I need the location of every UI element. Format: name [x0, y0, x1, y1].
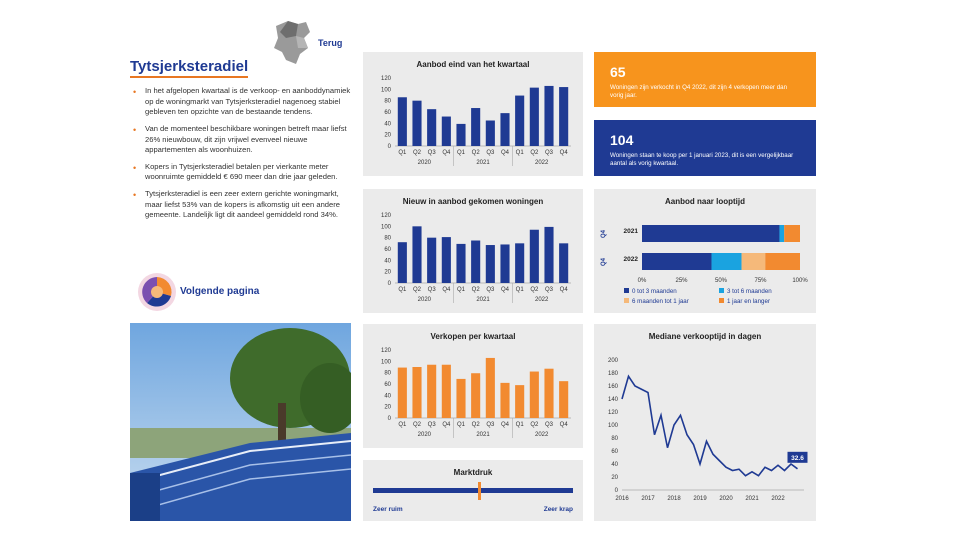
bar [398, 242, 407, 283]
chart-looptijd [594, 189, 816, 313]
x-tick-label: Q2 [471, 287, 480, 293]
bar [486, 358, 495, 418]
y-tick-label: 20 [384, 132, 391, 139]
y-tick-label: 120 [607, 410, 618, 416]
y-tick-label: 20 [384, 269, 391, 276]
x-tick-label: Q3 [486, 287, 495, 293]
x-tick-label: Q4 [500, 422, 510, 428]
x-group-label: 2022 [534, 297, 549, 303]
chart-title: Nieuw in aanbod gekomen woningen [402, 197, 544, 206]
y-tick-label: 140 [607, 397, 618, 403]
bar [456, 379, 465, 418]
x-group-label: 2021 [476, 160, 490, 166]
marktdruk-title: Marktdruk [453, 468, 493, 477]
x-tick-label: Q3 [544, 150, 554, 156]
x-tick-label: Q2 [530, 150, 539, 156]
x-tick-label: Q3 [544, 287, 554, 293]
stacked-bar-segment [712, 253, 742, 270]
bullet-item: • Van de momenteel beschikbare woningen betreft maar liefst 26% nieuwbouw, dit zijn vrijwel evenveel nieuwe appartementen als woonhuizen. [130, 124, 352, 156]
y-tick-label: 160 [607, 384, 618, 390]
category-label: 2022 [623, 256, 638, 263]
stacked-bar-segment [784, 225, 800, 242]
stacked-bar-segment [642, 225, 779, 242]
legend-swatch [624, 288, 629, 293]
y-tick-label: 0 [387, 416, 391, 422]
x-tick-label: Q1 [515, 422, 524, 428]
y-tick-label: 100 [607, 423, 618, 429]
x-tick-label: 2021 [745, 496, 759, 502]
x-tick-label: 75% [754, 278, 767, 284]
chart-title: Aanbod naar looptijd [665, 197, 745, 206]
summary-bullets [130, 86, 352, 227]
back-link[interactable]: Terug [318, 38, 343, 48]
stat-text: Woningen zijn verkocht in Q4 2022, dit zijn 4 verkopen meer dan vorig jaar. [610, 84, 788, 100]
bar [398, 368, 407, 418]
bar [456, 244, 465, 283]
stat-value: 65 [610, 64, 626, 80]
bar [486, 121, 495, 147]
y-tick-label: 40 [384, 393, 391, 400]
x-tick-label: Q2 [530, 287, 539, 293]
bar [559, 243, 568, 283]
marktdruk-panel [363, 460, 583, 521]
x-tick-label: Q3 [486, 150, 495, 156]
title-underline [130, 76, 248, 78]
x-tick-label: 2019 [693, 496, 707, 502]
bar [486, 245, 495, 283]
y-tick-label: 40 [384, 258, 391, 265]
bar [544, 86, 553, 146]
stacked-bar-segment [742, 253, 766, 270]
y-tick-label: 20 [611, 475, 618, 481]
y-tick-label: 60 [611, 449, 618, 455]
chart-title: Verkopen per kwartaal [430, 332, 516, 341]
x-tick-label: Q4 [500, 287, 510, 293]
stacked-bar-segment [765, 253, 800, 270]
x-tick-label: Q2 [530, 422, 539, 428]
bar [427, 238, 436, 283]
y-tick-label: 40 [384, 121, 391, 128]
next-page-link[interactable]: Volgende pagina [180, 286, 260, 297]
bullet-item: • Tytsjerksteradiel is een zeer extern gerichte woningmarkt, maar liefst 53% van de kopers is afkomstig uit een andere gemeente. Landelijk ligt dit aandeel gemiddeld rond 34%. [130, 189, 352, 221]
x-tick-label: Q4 [559, 150, 568, 156]
chart-looptijd-panel [594, 189, 816, 313]
legend-label: 1 jaar en langer [727, 298, 770, 305]
y-tick-label: 80 [384, 235, 391, 242]
bar [515, 243, 524, 283]
y-tick-label: 60 [384, 382, 391, 388]
x-group-label: 2022 [534, 432, 549, 438]
x-tick-label: Q4 [442, 422, 451, 428]
x-group-label: 2022 [534, 160, 549, 166]
y-tick-label: 40 [611, 462, 618, 468]
y-tick-label: 80 [611, 436, 618, 442]
legend-swatch [719, 298, 724, 303]
y-tick-label: 100 [380, 359, 391, 366]
stat-sales-box [594, 52, 816, 107]
x-tick-label: Q2 [412, 287, 422, 293]
x-group-label: 2021 [476, 432, 490, 438]
bar [471, 108, 480, 146]
bar [544, 227, 553, 283]
chart-mediane-panel [594, 324, 816, 521]
x-tick-label: Q3 [427, 150, 436, 156]
stat-text: Woningen staan te koop per 1 januari 2023, dit is een vergelijkbaar aantal als vorig kwartaal. [610, 152, 794, 168]
bar [412, 226, 421, 283]
x-tick-label: Q2 [471, 422, 480, 428]
bar [544, 369, 553, 418]
bar [500, 383, 509, 418]
bar [412, 101, 421, 146]
x-tick-label: Q4 [559, 287, 568, 293]
bar [427, 109, 436, 146]
chart-verkopen [363, 324, 583, 448]
stat-value: 104 [610, 132, 634, 148]
chart-nieuw-panel [363, 189, 583, 313]
bar [442, 117, 451, 146]
x-group-label: 2020 [417, 160, 432, 166]
x-tick-label: Q1 [398, 422, 407, 428]
x-tick-label: Q1 [456, 422, 466, 428]
x-tick-label: Q2 [471, 150, 480, 156]
marktdruk-bar [373, 488, 573, 493]
chart-mediane [594, 324, 816, 521]
x-tick-label: 2016 [615, 496, 629, 502]
x-tick-label: 50% [714, 278, 728, 284]
y-tick-label: 100 [380, 224, 391, 231]
x-tick-label: Q4 [442, 287, 451, 293]
chart-aanbod [363, 52, 583, 176]
marktdruk-marker [478, 482, 481, 500]
x-tick-label: Q3 [486, 422, 495, 428]
y-tick-label: 0 [387, 144, 391, 150]
bar [559, 87, 568, 146]
x-tick-label: Q1 [398, 287, 407, 293]
bar [559, 381, 568, 418]
x-group-label: 2021 [476, 297, 490, 303]
legend-label: 6 maanden tot 1 jaar [632, 298, 689, 305]
stacked-bar-segment [642, 253, 712, 270]
pie-icon[interactable] [137, 272, 177, 312]
marktdruk-right-label: Zeer krap [543, 506, 573, 513]
bar [471, 373, 480, 418]
bar [515, 96, 524, 146]
x-tick-label: Q2 [412, 422, 422, 428]
y-tick-label: 0 [614, 488, 618, 494]
x-tick-label: Q3 [427, 287, 436, 293]
region-map-icon[interactable] [270, 18, 314, 68]
x-tick-label: 2017 [641, 496, 655, 502]
category-group-label: Q4 [601, 257, 607, 267]
x-tick-label: Q3 [544, 422, 554, 428]
x-tick-label: Q1 [515, 150, 524, 156]
bar [427, 365, 436, 418]
y-tick-label: 80 [384, 370, 391, 377]
x-tick-label: Q4 [500, 150, 510, 156]
chart-title: Aanbod eind van het kwartaal [416, 60, 530, 69]
x-group-label: 2020 [417, 432, 432, 438]
y-tick-label: 60 [384, 247, 391, 253]
x-tick-label: Q3 [427, 422, 436, 428]
x-tick-label: 25% [675, 278, 688, 284]
bullet-item: • In het afgelopen kwartaal is de verkoop- en aanboddynamiek op de woningmarkt van Tytsjerksteradiel nagenoeg stabiel gebleven ten opzichte van de bestaande tendens. [130, 86, 352, 118]
chart-verkopen-panel [363, 324, 583, 448]
page-title: Tytsjerksteradiel [130, 58, 249, 75]
chart-title: Mediane verkooptijd in dagen [648, 332, 762, 341]
x-tick-label: Q1 [515, 287, 524, 293]
y-tick-label: 20 [384, 404, 391, 411]
legend-label: 0 tot 3 maanden [632, 288, 677, 295]
bar [442, 365, 451, 418]
legend-label: 3 tot 6 maanden [727, 288, 772, 295]
bar [530, 88, 539, 146]
bar [456, 124, 465, 146]
y-tick-label: 100 [380, 87, 391, 94]
y-tick-label: 0 [387, 281, 391, 287]
x-tick-label: Q4 [442, 150, 451, 156]
bullet-item: • Kopers in Tytsjerksteradiel betalen per vierkante meter woonruimte gemiddeld € 690 meer dan drie jaar geleden. [130, 162, 352, 183]
bar [515, 385, 524, 418]
x-tick-label: Q1 [398, 150, 407, 156]
x-tick-label: Q1 [456, 287, 466, 293]
x-tick-label: 0% [637, 278, 647, 284]
y-tick-label: 120 [380, 76, 391, 82]
stat-supply-box [594, 120, 816, 176]
chart-aanbod-panel [363, 52, 583, 176]
bar [500, 113, 509, 146]
y-tick-label: 180 [607, 371, 618, 377]
x-tick-label: 2018 [667, 496, 681, 502]
x-group-label: 2020 [417, 297, 432, 303]
photo [130, 323, 351, 521]
bar [398, 97, 407, 146]
y-tick-label: 120 [380, 348, 391, 354]
x-tick-label: 100% [792, 278, 808, 284]
y-tick-label: 80 [384, 98, 391, 105]
bar [471, 241, 480, 284]
bar [442, 237, 451, 283]
x-tick-label: Q1 [456, 150, 466, 156]
y-tick-label: 200 [607, 358, 618, 364]
x-tick-label: Q4 [559, 422, 568, 428]
bar [530, 230, 539, 283]
x-tick-label: Q2 [412, 150, 422, 156]
y-tick-label: 60 [384, 110, 391, 116]
marktdruk-left-label: Zeer ruim [373, 506, 403, 513]
category-group-label: Q4 [601, 229, 607, 239]
y-tick-label: 120 [380, 213, 391, 219]
series-line [622, 376, 798, 475]
x-tick-label: 2020 [719, 496, 733, 502]
bar [412, 367, 421, 418]
bar [530, 372, 539, 418]
chart-nieuw [363, 189, 583, 313]
legend-swatch [719, 288, 724, 293]
bar [500, 244, 509, 283]
legend-swatch [624, 298, 629, 303]
stacked-bar-segment [779, 225, 784, 242]
x-tick-label: 2022 [771, 496, 785, 502]
category-label: 2021 [623, 228, 638, 235]
last-value-label: 32.6 [791, 454, 804, 462]
